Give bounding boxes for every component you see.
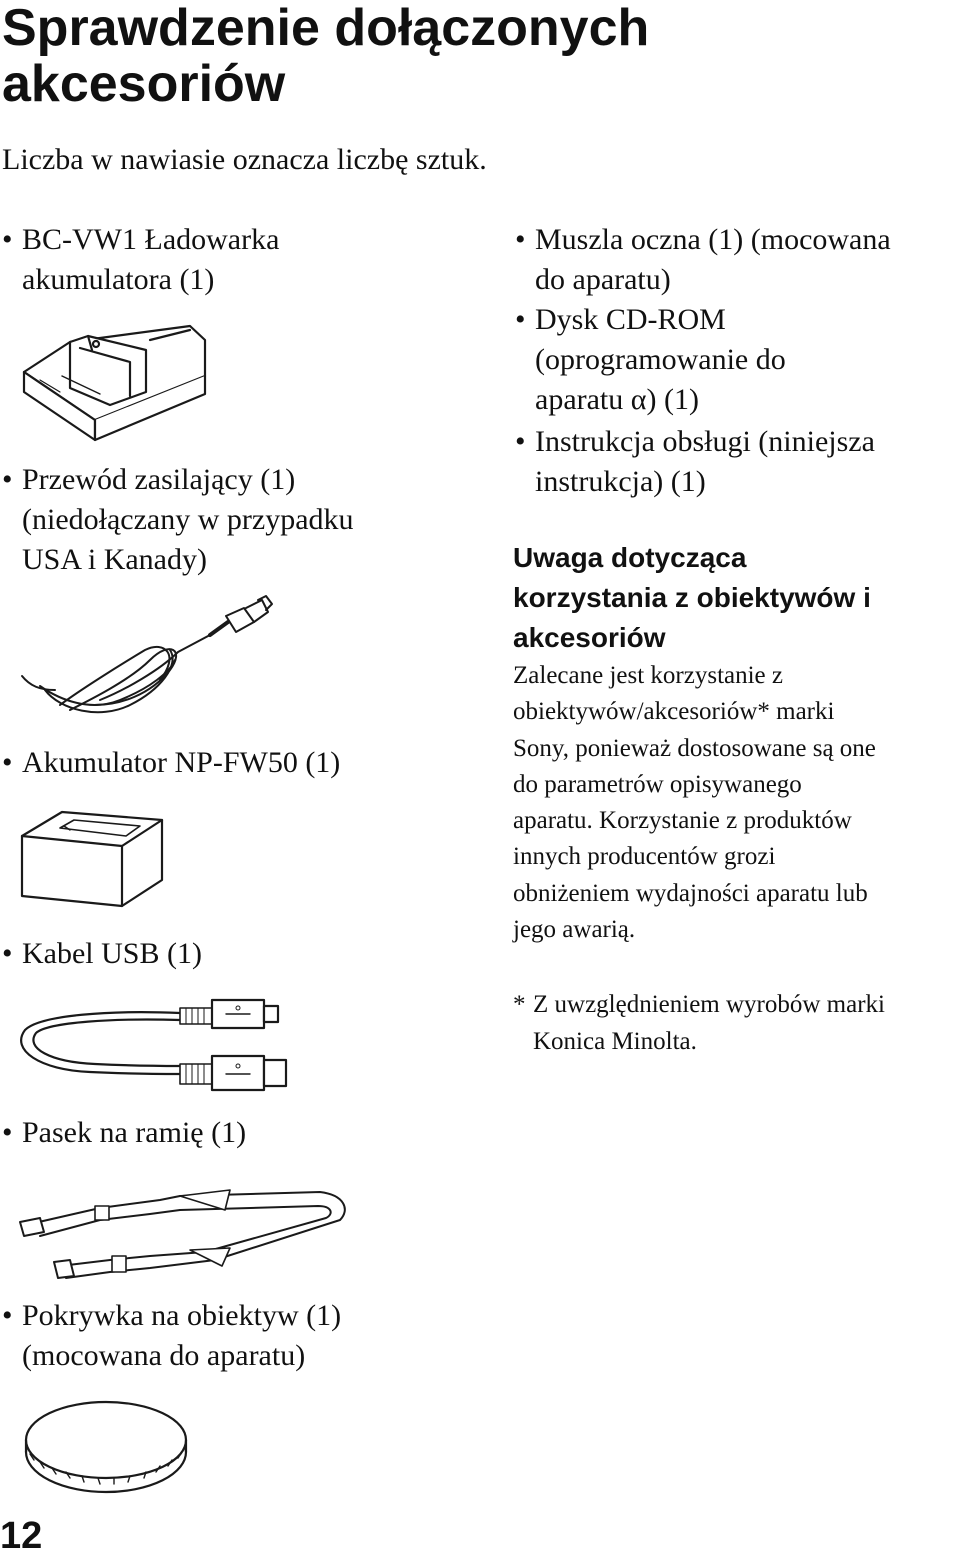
- list-item-cd-rom: • Dysk CD-ROM (oprogramowanie do aparatu α) (1): [515, 300, 786, 420]
- bullet: •: [2, 1299, 13, 1332]
- bullet: •: [2, 1116, 13, 1149]
- footnote: * Z uwzględnieniem wyrobów marki Konica Minolta.: [513, 986, 958, 1060]
- bullet: •: [2, 746, 13, 779]
- list-item-power-cord: • Przewód zasilający (1) (niedołączany w przypadku USA i Kanady): [2, 460, 354, 580]
- bullet: •: [2, 937, 13, 970]
- bullet: •: [515, 223, 526, 256]
- note-body: Zalecane jest korzystanie z obiektywów/akcesoriów* marki Sony, ponieważ dostosowane są one do parametrów opisywanego aparatu. Korzystanie z produktów innych producentów grozi obniżeniem wydajności aparatu lub jego awarią.: [513, 662, 876, 944]
- page-title-line-1: Sprawdzenie dołączonych: [2, 0, 650, 57]
- list-item-charger: • BC-VW1 Ładowarka akumulatora (1): [2, 220, 279, 300]
- page-title-line-2: akcesoriów: [2, 55, 286, 113]
- bullet: •: [515, 303, 526, 336]
- intro-text: Liczba w nawiasie oznacza liczbę sztuk.: [2, 143, 487, 176]
- list-item-shoulder-strap: • Pasek na ramię (1): [2, 1113, 246, 1153]
- list-item-manual: • Instrukcja obsługi (niniejsza instrukcja) (1): [515, 422, 875, 502]
- bullet: •: [2, 463, 13, 496]
- bullet: •: [2, 223, 13, 256]
- bullet: •: [515, 425, 526, 458]
- list-item-battery: • Akumulator NP-FW50 (1): [2, 743, 340, 783]
- list-item-usb-cable: • Kabel USB (1): [2, 934, 202, 974]
- note-heading: Uwaga dotycząca korzystania z obiektywów i akcesoriów: [513, 542, 871, 653]
- list-item-body-cap: • Pokrywka na obiektyw (1) (mocowana do aparatu): [2, 1296, 341, 1376]
- page-number: 12: [0, 1515, 43, 1557]
- list-item-eyecup: • Muszla oczna (1) (mocowana do aparatu): [515, 220, 891, 300]
- footnote-mark: *: [513, 991, 526, 1018]
